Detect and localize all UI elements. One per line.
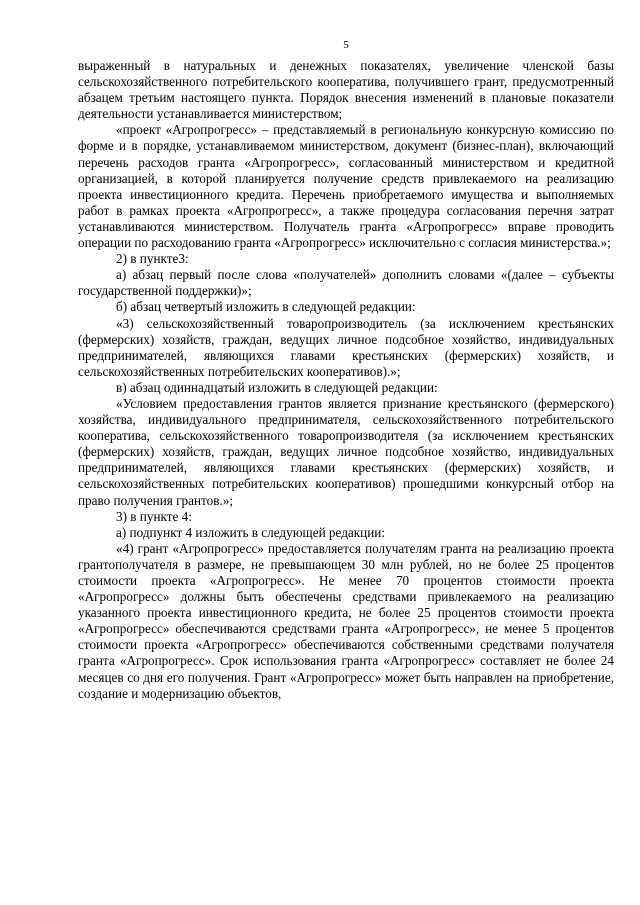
paragraph: «Условием предоставления грантов является признание крестьянского (фермерского) хозяйства, индивидуального предпринимателя, сельскохозяйственного потребительского кооператива, сельскохозяйственного товаропроизводителя (за исключением крестьянских (фермерских) хозяйств, граждан, ведущих личное подсобное хозяйство, индивидуальных предпринимателей, являющихся главами крестьянских (фермерских) хозяйств, и сельскохозяйственных потребительских кооперативов) прошедшими конкурсный отбор на право получения грантов.»; [78, 395, 614, 508]
paragraph: а) подпункт 4 изложить в следующей редакции: [116, 524, 386, 540]
paragraph: 3) в пункте 4: [116, 508, 192, 524]
page-number: 5 [343, 39, 349, 51]
document-body [78, 58, 614, 702]
paragraph: б) абзац четвертый изложить в следующей редакции: [116, 299, 416, 315]
paragraph: в) абзац одиннадцатый изложить в следующей редакции: [116, 379, 438, 395]
paragraph: «3) сельскохозяйственный товаропроизводитель (за исключением крестьянских (фермерских) хозяйств, граждан, ведущих личное подсобное хозяйство, индивидуальных предпринимателей, являющихся главами крестьянских (фермерских) хозяйств, и сельскохозяйственных потребительских кооперативов).»; [78, 315, 614, 379]
paragraph: «проект «Агропрогресс» – представляемый в региональную конкурсную комиссию по форме и в порядке, устанавливаемом министерством, документ (бизнес-план), включающий перечень расходов гранта «Агропрогресс», согласованный министерством и кредитной организацией, в которой планируется получение средств привлекаемого на реализацию проекта инвестиционного кредита. Перечень приобретаемого имущества и выполняемых работ в рамках проекта «Агропрогресс», а также процедура согласования перечня затрат устанавливаются министерством. Получатель гранта «Агропрогресс» вправе проводить операции по расходованию гранта «Агропрогресс» исключительно с согласия министерства.»; [78, 122, 614, 251]
paragraph: «4) грант «Агропрогресс» предоставляется получателям гранта на реализацию проекта грантополучателя в размере, не превышающем 30 млн рублей, но не более 25 процентов стоимости проекта «Агропрогресс». Не менее 70 процентов стоимости проекта «Агропрогресс» должны быть обеспечены средствами привлекаемого на реализацию указанного проекта инвестиционного кредита, не более 25 процентов стоимости проекта «Агропрогресс» обеспечиваются средствами гранта «Агропрогресс», не менее 5 процентов стоимости проекта «Агропрогресс» обеспечиваются собственными средствами получателя гранта «Агропрогресс». Срок использования гранта «Агропрогресс» составляет не более 24 месяцев со дня его получения. Грант «Агропрогресс» может быть направлен на приобретение, создание и модернизацию объектов, [78, 540, 614, 701]
paragraph: 2) в пункте3: [116, 251, 189, 267]
paragraph: а) абзац первый после слова «получателей» дополнить словами «(далее – субъекты государственной поддержки)»; [78, 267, 614, 299]
paragraph: выраженный в натуральных и денежных показателях, увеличение членской базы сельскохозяйственного потребительского кооператива, получившего грант, предусмотренный абзацем третьим настоящего пункта. Порядок внесения изменений в плановые показатели деятельности устанавливается министерством; [78, 58, 614, 122]
